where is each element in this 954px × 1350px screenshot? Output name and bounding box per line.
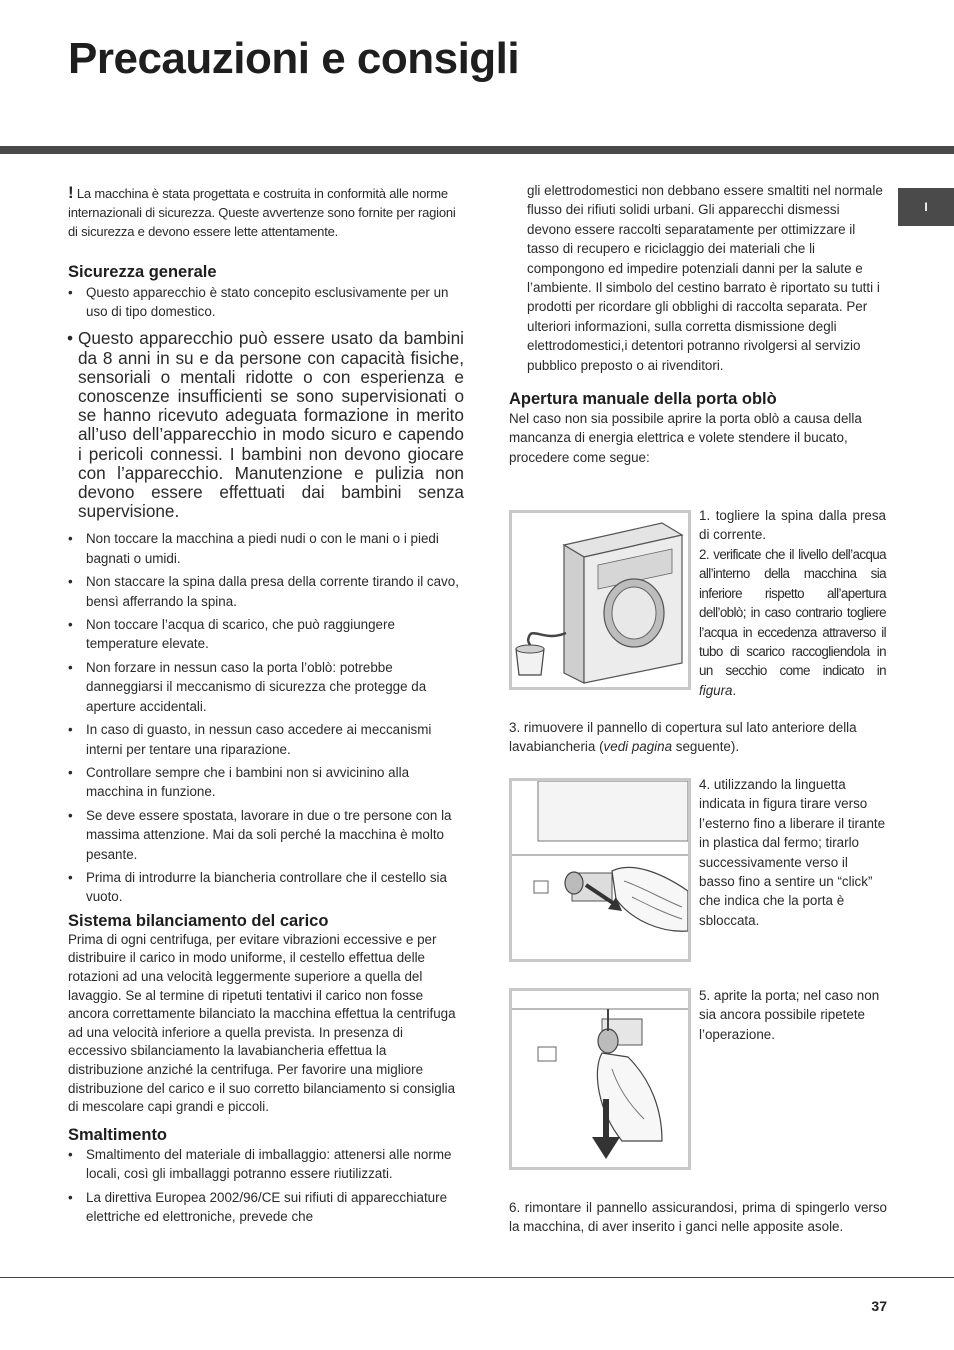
list-item: • Non forzare in nessun caso la porta l’oblò: potrebbe danneggiarsi il meccanismo di sicurezza che protegge da aperture accidentali. bbox=[68, 658, 464, 716]
step-3-body: 3. rimuovere il pannello di copertura sul lato anteriore della lavabiancheria ( bbox=[509, 720, 857, 755]
section-heading-bilanciamento: Sistema bilanciamento del carico bbox=[68, 911, 329, 930]
list-item: • La direttiva Europea 2002/96/CE sui rifiuti di apparecchiature elettriche ed elettroniche, prevede che bbox=[68, 1188, 464, 1227]
figure-drain-water bbox=[509, 510, 691, 690]
language-tab: I bbox=[898, 188, 954, 226]
list-item: • Non toccare l’acqua di scarico, che può raggiungere temperature elevate. bbox=[68, 615, 464, 654]
list-item: • Se deve essere spostata, lavorare in due o tre persone con la massima attenzione. Mai da soli perché la macchina è molto pesante. bbox=[68, 806, 464, 864]
step-3-text bbox=[509, 718, 887, 757]
sicurezza-list-a bbox=[68, 283, 464, 322]
section-heading-smaltimento: Smaltimento bbox=[68, 1125, 168, 1144]
step-2-end: . bbox=[732, 682, 737, 698]
list-item: • Non toccare la macchina a piedi nudi o con le mani o i piedi bagnati o umidi. bbox=[68, 529, 464, 568]
step-6-text: 6. rimontare il pannello assicurandosi, prima di spingerlo verso la macchina, di aver inserito i ganci nelle apposite asole. bbox=[509, 1200, 887, 1235]
smaltimento-continuation: gli elettrodomestici non debbano essere smaltiti nel normale flusso dei rifiuti solidi urbani. Gli apparecchi dismessi devono essere raccolti separatamente per ottimizzare il tasso di recupero e riciclaggio dei materiali che li compongono ed impedire potenziali danni per la salute e l’ambiente. Il simbolo del cestino barrato è riportato su tutti i prodotti per ricordare gli obblighi di raccolta separata. Per ulteriori informazioni, sulla corretta dismissione degli elettrodomestici,i detentori potranno rivolgersi al servizio pubblico preposto o ai rivenditori. bbox=[527, 183, 883, 373]
header-rule bbox=[0, 146, 954, 154]
list-item: • In caso di guasto, in nessun caso accedere ai meccanismi interni per tentare una riparazione. bbox=[68, 720, 464, 759]
step-4-text: 4. utilizzando la linguetta indicata in figura tirare verso l’esterno fino a liberare il tirante in plastica dal fermo; tirarlo successivamente verso il basso fino a sentire un “click” che indica che la porta è sbloccata. bbox=[699, 777, 886, 928]
apertura-intro: Nel caso non sia possibile aprire la porta oblò a causa della mancanza di energia elettrica e volete stendere il bucato, procedere come segue: bbox=[509, 411, 862, 465]
section-heading-apertura: Apertura manuale della porta oblò bbox=[509, 390, 777, 409]
warning-mark: ! bbox=[68, 183, 74, 202]
section-heading-sicurezza: Sicurezza generale bbox=[68, 262, 217, 281]
intro-warning bbox=[68, 183, 464, 242]
step-2-body: 2. verificate che il livello dell’acqua all’interno della macchina sia inferiore rispetto all’apertura dell’oblò; in caso contrario togliere l’acqua in eccedenza attraverso il tubo di scarico raccogliendola in un secchio come indicato in bbox=[699, 547, 886, 679]
step-2-text bbox=[699, 545, 886, 700]
step-1-text: 1. togliere la spina dalla presa di corrente. bbox=[699, 508, 886, 543]
list-item: • Questo apparecchio è stato concepito esclusivamente per un uso di tipo domestico. bbox=[68, 283, 464, 322]
list-item: • Controllare sempre che i bambini non si avvicinino alla macchina in funzione. bbox=[68, 763, 464, 802]
footer-rule bbox=[0, 1277, 954, 1278]
figure-pull-tab bbox=[509, 778, 691, 962]
pull-down-illustration bbox=[512, 991, 688, 1167]
page-number: 37 bbox=[871, 1298, 887, 1314]
pull-tab-illustration bbox=[512, 781, 688, 959]
list-item: • Prima di introdurre la biancheria controllare che il cestello sia vuoto. bbox=[68, 868, 464, 907]
figure-pull-down bbox=[509, 988, 691, 1170]
left-column bbox=[68, 183, 464, 1230]
list-item: • Non staccare la spina dalla presa della corrente tirando il cavo, bensì afferrando la spina. bbox=[68, 572, 464, 611]
step-3-end: seguente). bbox=[672, 739, 740, 755]
step-3-emphasis: vedi pagina bbox=[603, 739, 673, 755]
smaltimento-list bbox=[68, 1145, 464, 1227]
sicurezza-list-b bbox=[68, 529, 464, 906]
step-2-emphasis: figura bbox=[699, 682, 733, 698]
intro-text: La macchina è stata progettata e costruita in conformità alle norme internazionali di sicurezza. Queste avvertenze sono fornite per ragioni di sicurezza e devono essere lette attentamente. bbox=[68, 186, 456, 240]
washing-machine-illustration bbox=[512, 513, 688, 687]
children-supervision-note: • Questo apparecchio può essere usato da bambini da 8 anni in su e da persone con capacità fisiche, sensoriali o mentali ridotte o con esperienza e conoscenze insufficienti se sono supervisionati o se hanno ricevuto adeguata formazione in merito all’uso dell’apparecchio in modo sicuro e capendo i pericoli connessi. I bambini non devono giocare con l’apparecchio. Manutenzione e pulizia non devono essere effettuati dai bambini senza supervisione. bbox=[68, 329, 464, 521]
bilanciamento-text: Prima di ogni centrifuga, per evitare vibrazioni eccessive e per distribuire il carico in modo uniforme, il cestello effettua delle rotazioni ad una velocità leggermente superiore a quella del lavaggio. Se al termine di ripetuti tentativi il carico non fosse ancora correttamente bilanciato la macchina effettua la centrifuga ad una velocità inferiore a quella prevista. In presenza di eccessivo sbilanciamento la lavabiancheria effettua la distribuzione anziché la centrifuga. Per favorire una migliore distribuzione del carico e il suo corretto bilanciamento si consiglia di mescolare capi grandi e piccoli. bbox=[68, 931, 456, 1115]
page-title: Precauzioni e consigli bbox=[68, 34, 520, 83]
step-5-text: 5. aprite la porta; nel caso non sia ancora possibile ripetete l’operazione. bbox=[699, 988, 880, 1042]
right-column bbox=[509, 181, 887, 467]
list-item: • Smaltimento del materiale di imballaggio: attenersi alle norme locali, così gli imballaggi potranno essere riutilizzati. bbox=[68, 1145, 464, 1184]
